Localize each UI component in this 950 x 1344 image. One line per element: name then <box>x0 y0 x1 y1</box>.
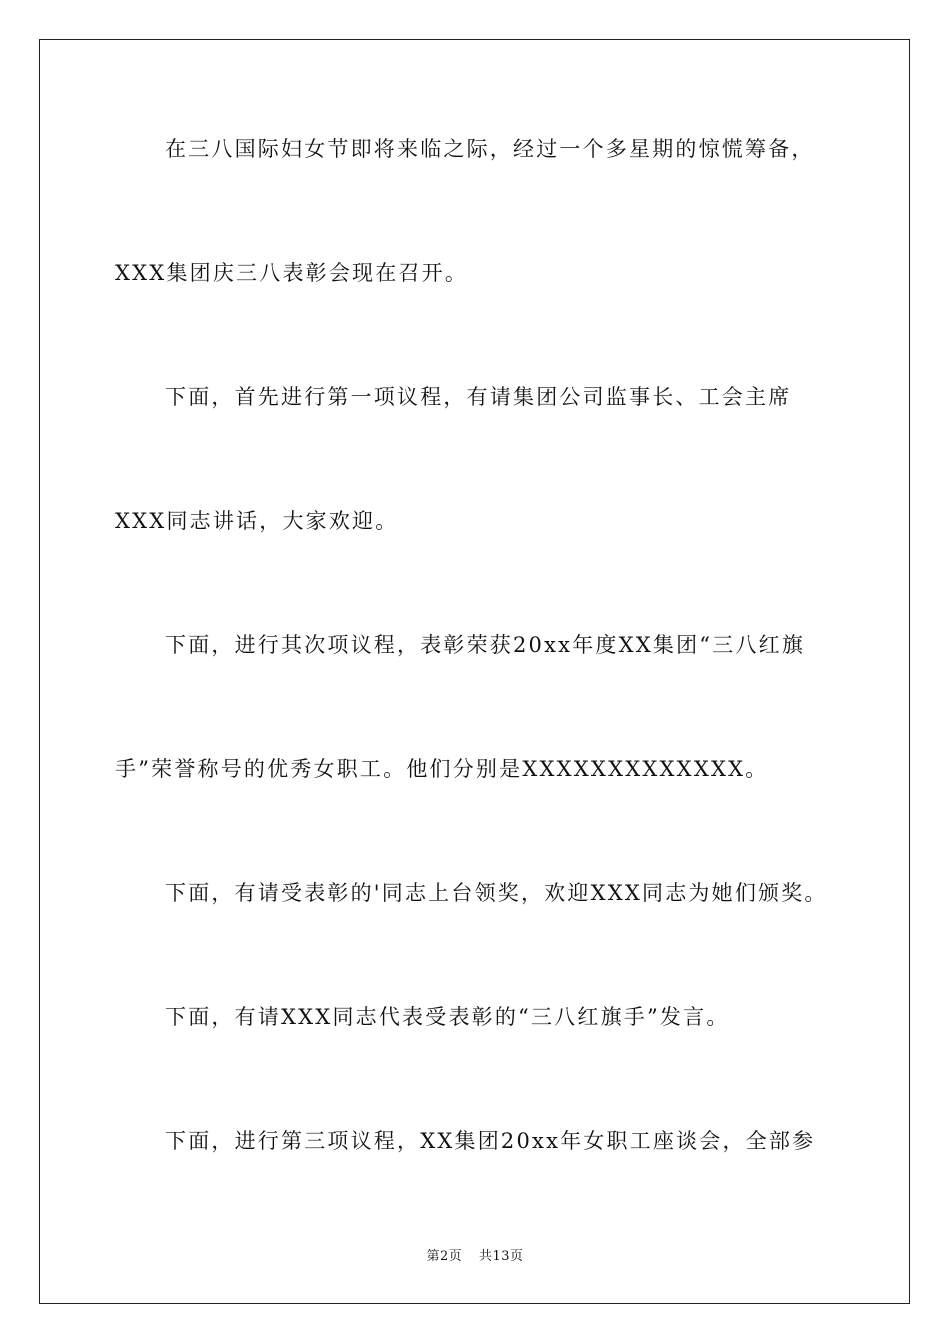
paragraph-line: XXX集团庆三八表彰会现在召开。 <box>115 261 469 285</box>
paragraph-line: 下面，进行其次项议程，表彰荣获20xx年度XX集团“三八红旗 <box>165 633 806 657</box>
page-border <box>39 39 910 1304</box>
paragraph-line: 手”荣誉称号的优秀女职工。他们分别是XXXXXXXXXXXXX。 <box>115 757 769 781</box>
paragraph-line: XXX同志讲话，大家欢迎。 <box>115 509 399 533</box>
paragraph-line: 下面，有请受表彰的'同志上台领奖，欢迎XXX同志为她们颁奖。 <box>165 881 828 905</box>
paragraph-line: 下面，有请XXX同志代表受表彰的“三八红旗手”发言。 <box>165 1005 730 1029</box>
page-footer <box>0 1245 950 1264</box>
paragraph-line: 下面，进行第三项议程，XX集团20xx年女职工座谈会，全部参 <box>165 1129 816 1153</box>
paragraph-line: 在三八国际妇女节即将来临之际，经过一个多星期的惊慌筹备， <box>165 137 815 161</box>
page-number: 第2页 <box>426 1249 463 1264</box>
paragraph-line: 下面，首先进行第一项议程，有请集团公司监事长、工会主席 <box>165 385 792 409</box>
page-total: 共13页 <box>478 1249 524 1264</box>
